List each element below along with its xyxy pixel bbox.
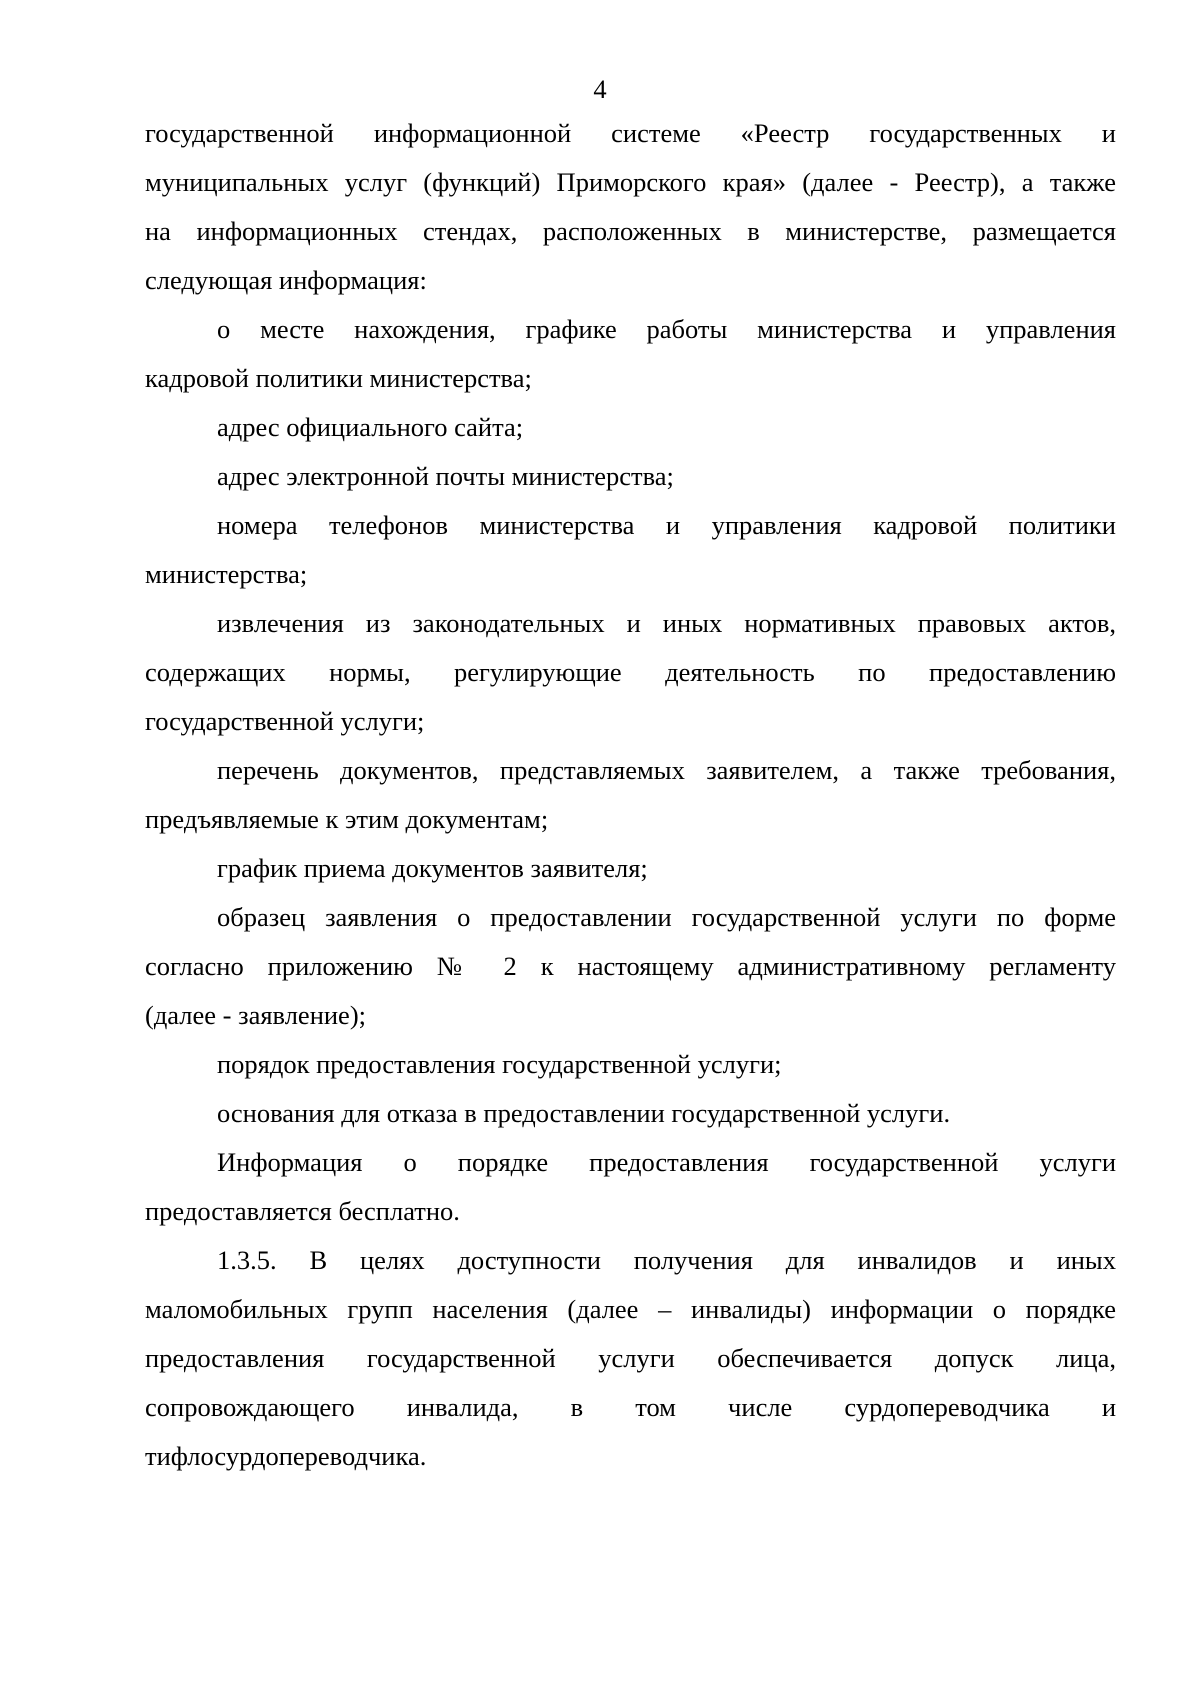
text-line: кадровой политики министерства; bbox=[145, 363, 532, 393]
text-line: адрес электронной почты министерства; bbox=[217, 461, 674, 491]
paragraph-phones bbox=[145, 501, 1116, 599]
paragraph-refusal-grounds bbox=[145, 1089, 1116, 1138]
paragraph-procedure bbox=[145, 1040, 1116, 1089]
text-line: согласно приложению № 2 к настоящему административному регламенту bbox=[145, 951, 1116, 981]
paragraph-document-list bbox=[145, 746, 1116, 844]
text-line: перечень документов, представляемых заявителем, а также требования, bbox=[217, 755, 1116, 785]
paragraph-email bbox=[145, 452, 1116, 501]
text-line: тифлосурдопереводчика. bbox=[145, 1441, 427, 1471]
text-line: номера телефонов министерства и управления кадровой политики bbox=[217, 510, 1116, 540]
paragraph-legal-extracts bbox=[145, 599, 1116, 746]
text-line: график приема документов заявителя; bbox=[217, 853, 648, 883]
paragraph-schedule bbox=[145, 844, 1116, 893]
text-line: следующая информация: bbox=[145, 265, 427, 295]
text-line: извлечения из законодательных и иных нормативных правовых актов, bbox=[217, 608, 1116, 638]
text-line: государственной услуги; bbox=[145, 706, 425, 736]
text-line: (далее - заявление); bbox=[145, 1000, 367, 1030]
text-line: муниципальных услуг (функций) Приморского края» (далее - Реестр), а также bbox=[145, 167, 1116, 197]
text-line: сопровождающего инвалида, в том числе сурдопереводчика и bbox=[145, 1392, 1116, 1422]
paragraph-location bbox=[145, 305, 1116, 403]
paragraph-section-1-3-5 bbox=[145, 1236, 1116, 1481]
text-line: государственной информационной системе «Реестр государственных и bbox=[145, 118, 1116, 148]
text-line: порядок предоставления государственной услуги; bbox=[217, 1049, 782, 1079]
text-line: о месте нахождения, графике работы министерства и управления bbox=[217, 314, 1116, 344]
text-line: на информационных стендах, расположенных в министерстве, размещается bbox=[145, 216, 1116, 246]
text-line: предоставления государственной услуги обеспечивается допуск лица, bbox=[145, 1343, 1116, 1373]
text-line: предоставляется бесплатно. bbox=[145, 1196, 460, 1226]
text-line: Информация о порядке предоставления государственной услуги bbox=[217, 1147, 1116, 1177]
text-line: основания для отказа в предоставлении государственной услуги. bbox=[217, 1098, 951, 1128]
paragraph-website bbox=[145, 403, 1116, 452]
paragraph-free-info bbox=[145, 1138, 1116, 1236]
paragraph-application-sample bbox=[145, 893, 1116, 1040]
text-line: образец заявления о предоставлении государственной услуги по форме bbox=[217, 902, 1116, 932]
text-line: министерства; bbox=[145, 559, 308, 589]
page-number: 4 bbox=[593, 74, 607, 104]
text-line: предъявляемые к этим документам; bbox=[145, 804, 549, 834]
text-line: содержащих нормы, регулирующие деятельность по предоставлению bbox=[145, 657, 1116, 687]
text-line: адрес официального сайта; bbox=[217, 412, 524, 442]
document-body bbox=[145, 109, 1116, 1481]
text-line: маломобильных групп населения (далее – инвалиды) информации о порядке bbox=[145, 1294, 1116, 1324]
text-line: 1.3.5. В целях доступности получения для инвалидов и иных bbox=[217, 1245, 1116, 1275]
paragraph-registry-intro bbox=[145, 109, 1116, 305]
